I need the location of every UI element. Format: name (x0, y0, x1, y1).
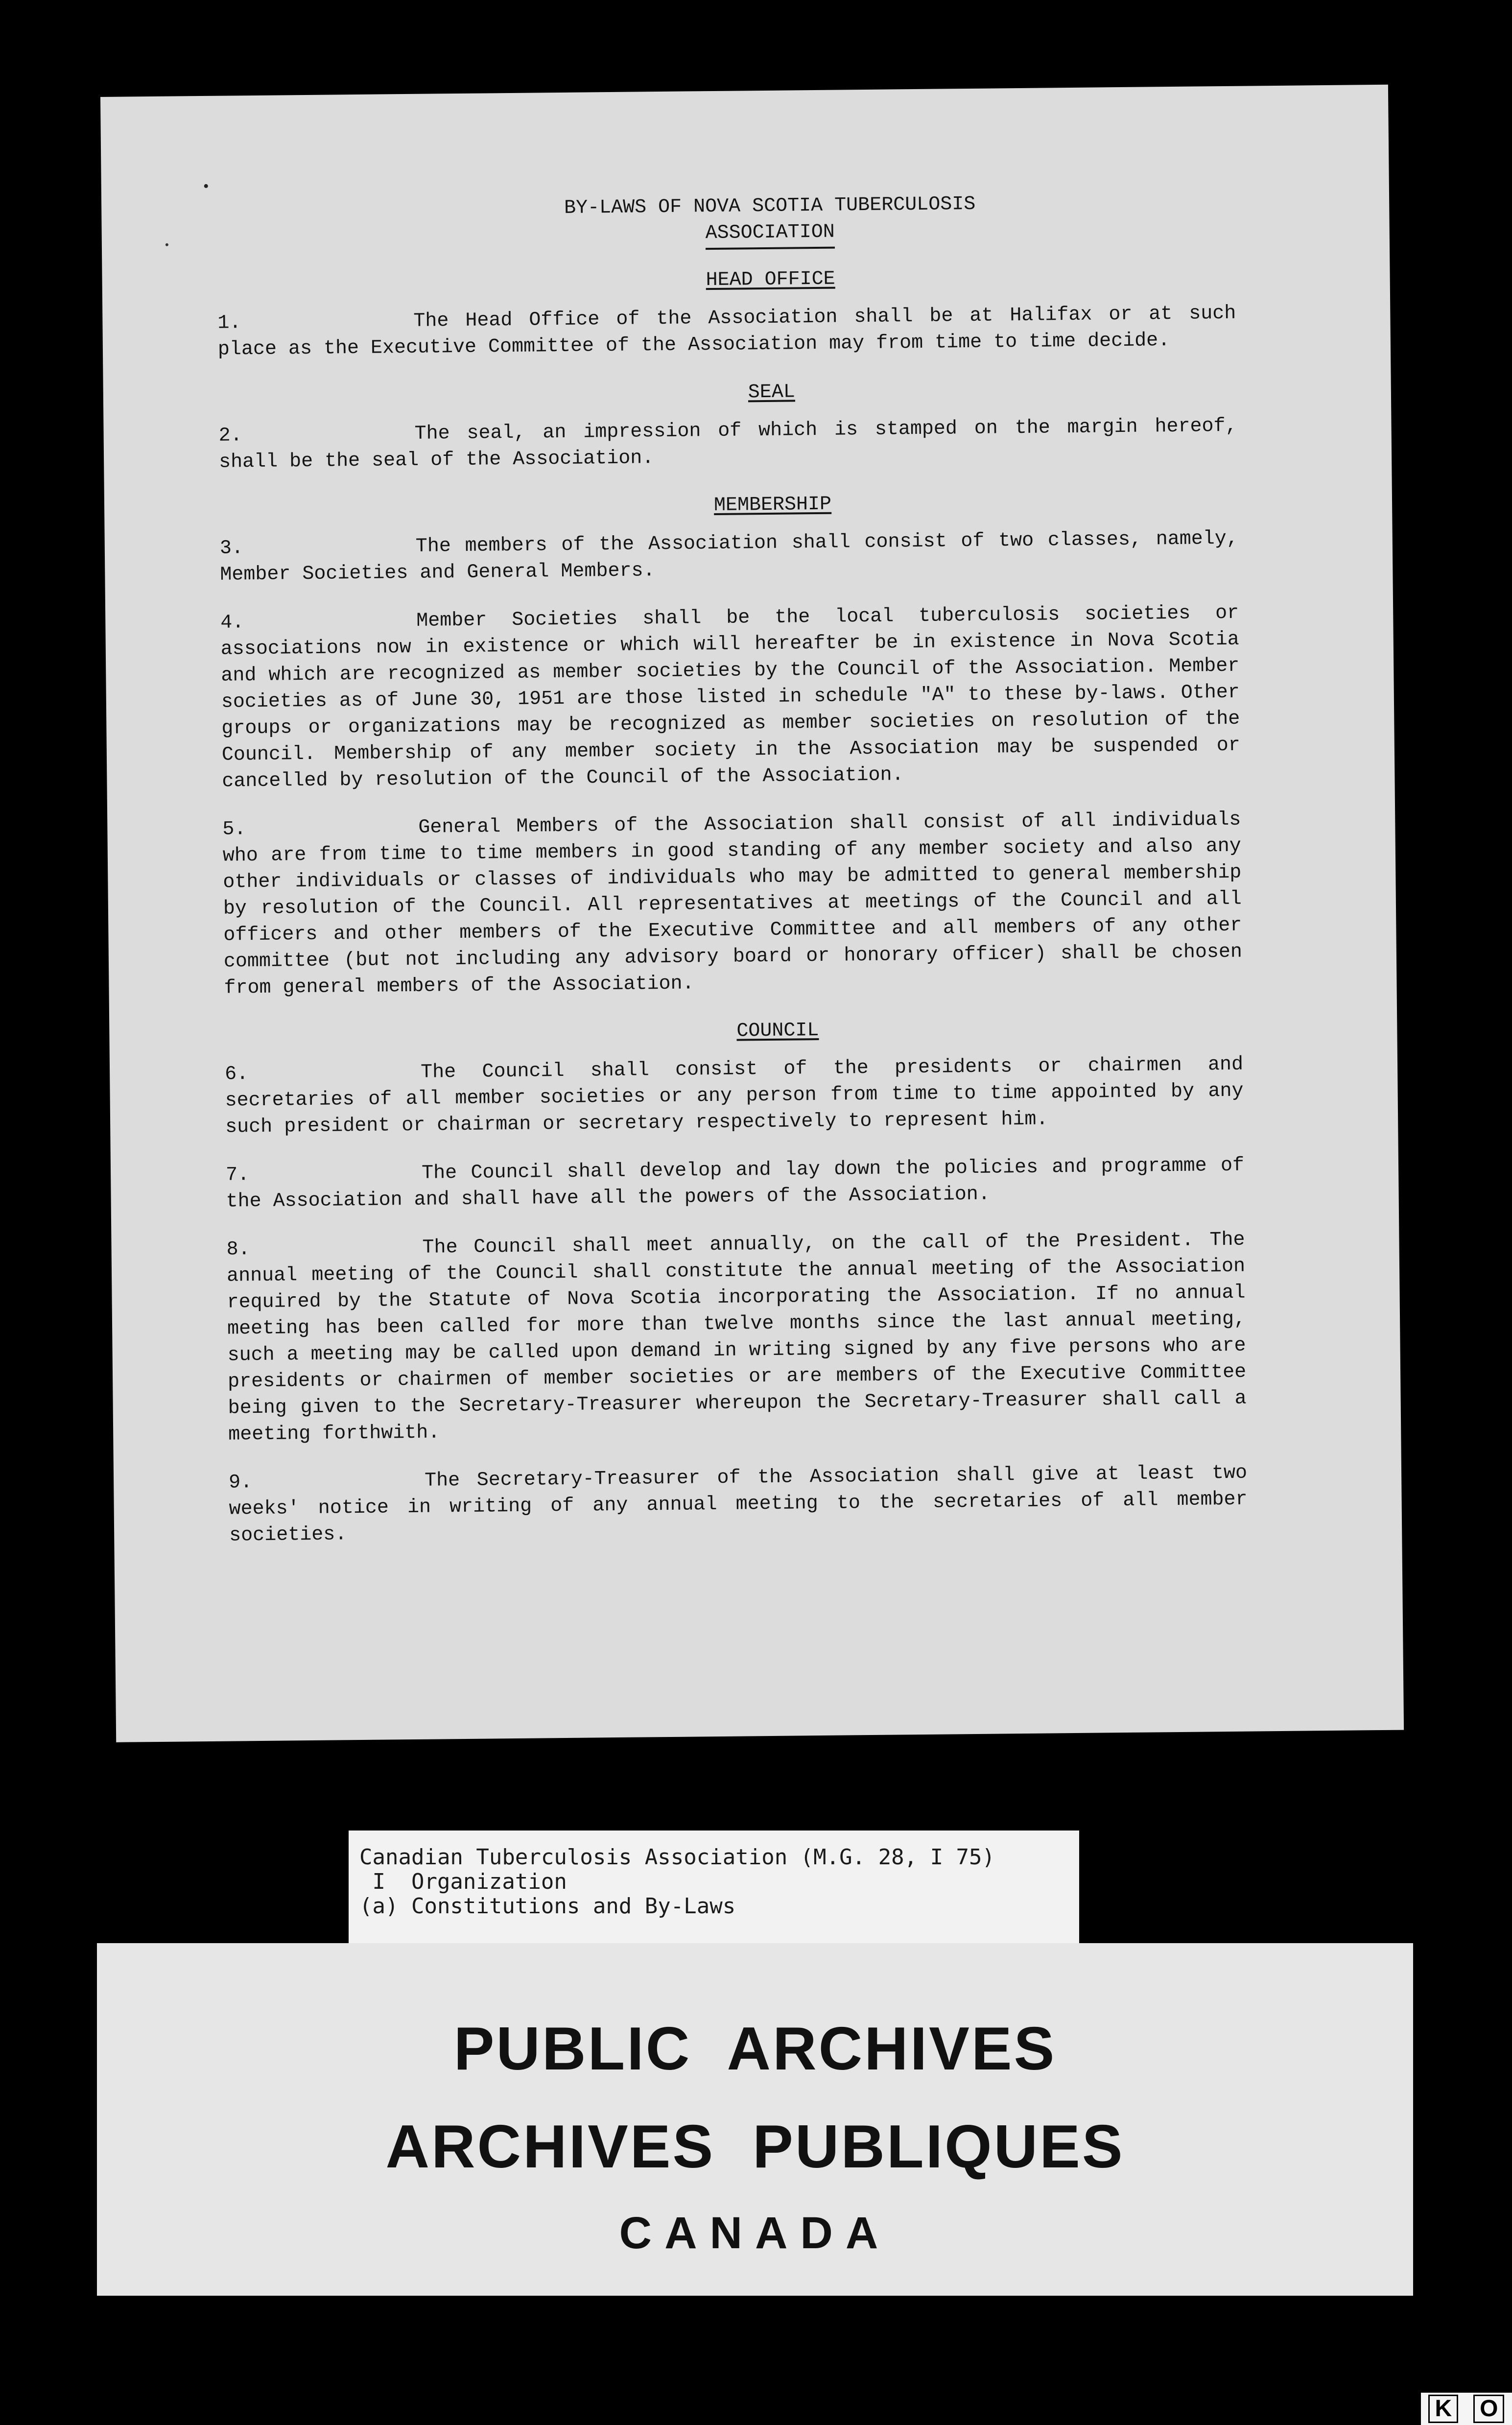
clause-text: The Council shall consist of the presidents or chairmen and secretaries of all member societies or any person from time to time appointed by any such president or chairman or secretary respectively to represent him. (225, 1053, 1244, 1139)
banner-line-french: ARCHIVES PUBLIQUES (385, 2113, 1125, 2181)
corner-code-left: K (1428, 2395, 1458, 2423)
ink-speck (204, 184, 208, 188)
clause-9 (229, 1460, 1248, 1549)
clause-6 (225, 1052, 1244, 1141)
clause-text: Member Societies shall be the local tuberculosis societies or associations now in existence or which will hereafter be in existence in Nova Scotia and which are recognized as member societies by the Council of the Association. Member societies as of June 30, 1951 are those listed in schedule "A" to these by-laws. Other groups or organizations may be recognized as member societies on resolution of the Council. Membership of any member society in the Association may be suspended or cancelled by resolution of the Council of the Association. (220, 602, 1241, 793)
clause-text: The Council shall develop and lay down the policies and programme of the Association and shall have all the powers of the Association. (226, 1154, 1245, 1213)
clause-4 (220, 600, 1241, 795)
clause-number: 7. (225, 1164, 250, 1187)
section-heading-council: COUNCIL (736, 1020, 819, 1043)
archive-reference-label (349, 1831, 1079, 1943)
reference-line-1: Canadian Tuberculosis Association (M.G. 28, I 75) (359, 1845, 995, 1870)
clause-number: 4. (220, 612, 244, 634)
clause-1 (217, 301, 1236, 363)
clause-5 (222, 807, 1243, 1002)
clause-text: The Secretary-Treasurer of the Association shall give at least two weeks' notice in writing of any annual meeting to the secretaries of all member societies. (229, 1462, 1248, 1547)
title-line-2: ASSOCIATION (705, 219, 835, 250)
document-title (305, 189, 1235, 254)
clause-number: 8. (226, 1238, 250, 1261)
public-archives-banner (97, 1943, 1413, 2296)
clause-number: 2. (218, 425, 242, 447)
corner-code-right: O (1473, 2395, 1504, 2423)
clause-text: The seal, an impression of which is stamped on the margin hereof, shall be the seal of the Association. (218, 415, 1237, 474)
ink-speck (165, 243, 168, 246)
clause-number: 6. (224, 1063, 249, 1086)
clause-text: The Council shall meet annually, on the call of the President. The annual meeting of the Council shall constitute the annual meeting of the Association required by the Statute of Nova Scotia incorporating the Association. If no annual meeting has been called for more than twelve months since the last annual meeting, such a meeting may be called upon demand in writing signed by any five persons who are presidents or chairmen of member societies or are members of the Executive Committee being given to the Secretary-Treasurer whereupon the Secretary-Treasurer shall call a meeting forthwith. (226, 1229, 1247, 1446)
clause-text: General Members of the Association shall consist of all individuals who are from time to time members in good standing of any member society and also any other individuals or classes of individuals who may be admitted to general membership by resolution of the Council. All representatives at meetings of the Council and all officers and other members of the Executive Committee and all members of any other committee (but not including any advisory board or honorary officer) shall be chosen from general members of the Association. (222, 808, 1243, 999)
clause-text: The members of the Association shall consist of two classes, namely, Member Societies and General Members. (220, 527, 1238, 586)
document-body (216, 189, 1248, 1571)
reference-line-2: I Organization (359, 1869, 567, 1894)
section-heading-membership: MEMBERSHIP (713, 493, 832, 517)
clause-number: 5. (222, 818, 246, 841)
reference-line-3: (a) Constitutions and By-Laws (359, 1894, 736, 1919)
clause-number: 1. (217, 312, 241, 334)
section-heading-seal: SEAL (748, 381, 796, 404)
clause-2 (218, 413, 1237, 476)
clause-8 (226, 1227, 1247, 1449)
banner-line-country: CANADA (619, 2208, 891, 2258)
title-line-1: BY-LAWS OF NOVA SCOTIA TUBERCULOSIS (564, 193, 976, 219)
clause-7 (226, 1153, 1245, 1215)
clause-text: The Head Office of the Association shall be at Halifax or at such place as the Executive Committee of the Association may from time to time decide. (217, 302, 1236, 361)
corner-film-code (1421, 2393, 1512, 2425)
clause-number: 9. (228, 1472, 253, 1494)
section-heading-head-office: HEAD OFFICE (706, 268, 835, 292)
typed-document-page (100, 85, 1404, 1742)
banner-line-english: PUBLIC ARCHIVES (453, 2015, 1057, 2083)
clause-number: 3. (219, 537, 244, 560)
clause-3 (220, 526, 1239, 589)
